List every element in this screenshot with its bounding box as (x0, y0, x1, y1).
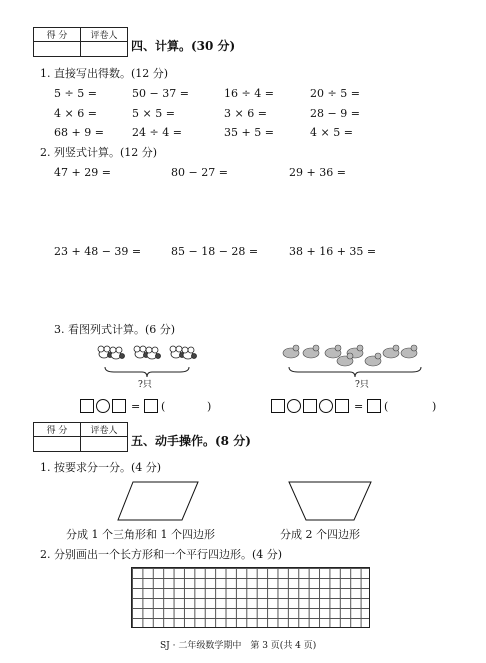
grader-cell[interactable] (81, 42, 128, 57)
q1-title: 1. 直接写出得数。(12 分) (40, 67, 169, 80)
answer-box[interactable] (144, 399, 158, 413)
q1-item: 5 × 5 = (132, 107, 175, 120)
answer-box[interactable] (271, 399, 285, 413)
unit-paren-close: ) (432, 400, 437, 413)
operator-circle[interactable] (96, 399, 110, 413)
q2-title: 2. 列竖式计算。(12 分) (40, 146, 158, 159)
q1-item: 24 ÷ 4 = (132, 126, 182, 139)
grader-header: 评卷人 (81, 423, 128, 437)
grader-header: 评卷人 (81, 28, 128, 42)
trapezoid-shape (288, 481, 372, 521)
q2-item: 85 − 18 − 28 = (171, 245, 259, 258)
bird-icon (283, 345, 299, 358)
q1-item: 3 × 6 = (224, 107, 267, 120)
birds-illustration (281, 341, 421, 367)
q5-2-title: 2. 分别画出一个长方形和一个平行四边形。(4 分) (40, 548, 283, 561)
right-brace-icon (288, 366, 422, 378)
equals-sign: = (354, 400, 364, 413)
right-question-label: ?只 (355, 380, 369, 390)
q2-item: 38 + 16 + 35 = (289, 245, 377, 258)
bird-icon (325, 345, 341, 358)
unit-paren-open: ( (161, 400, 166, 413)
q1-item: 4 × 5 = (310, 126, 353, 139)
equals-sign: = (131, 400, 141, 413)
score-cell[interactable] (34, 42, 81, 57)
page-footer: SJ · 二年级数学期中 第 3 页(共 4 页) (160, 641, 317, 651)
section5-title: 五、动手操作。(8 分) (131, 434, 251, 448)
left-caption: 分成 1 个三角形和 1 个四边形 (66, 528, 215, 541)
q1-item: 5 ÷ 5 = (54, 87, 97, 100)
q1-item: 35 + 5 = (224, 126, 274, 139)
bee-icon (182, 347, 197, 359)
operator-circle[interactable] (287, 399, 301, 413)
parallelogram-shape (117, 481, 199, 521)
answer-box[interactable] (367, 399, 381, 413)
q1-item: 68 + 9 = (54, 126, 104, 139)
bee-icon (146, 347, 161, 359)
section4-title: 四、计算。(30 分) (131, 39, 236, 53)
q1-item: 50 − 37 = (132, 87, 189, 100)
q5-1-title: 1. 按要求分一分。(4 分) (40, 461, 162, 474)
score-header: 得 分 (34, 28, 81, 42)
q3-title: 3. 看图列式计算。(6 分) (54, 323, 176, 336)
answer-box[interactable] (80, 399, 94, 413)
q2-item: 29 + 36 = (289, 166, 346, 179)
unit-paren-open: ( (384, 400, 389, 413)
q2-item: 23 + 48 − 39 = (54, 245, 142, 258)
score-cell[interactable] (34, 437, 81, 452)
right-caption: 分成 2 个四边形 (280, 528, 360, 541)
grader-cell[interactable] (81, 437, 128, 452)
score-header: 得 分 (34, 423, 81, 437)
answer-box[interactable] (335, 399, 349, 413)
q2-item: 47 + 29 = (54, 166, 111, 179)
q1-item: 16 ÷ 4 = (224, 87, 274, 100)
bees-illustration (96, 341, 200, 367)
q1-item: 28 − 9 = (310, 107, 360, 120)
left-brace-icon (104, 366, 190, 378)
answer-box[interactable] (112, 399, 126, 413)
bee-icon (110, 347, 125, 359)
score-table-section4 (33, 27, 128, 57)
bird-icon (365, 353, 381, 366)
bird-icon (303, 345, 319, 358)
drawing-grid[interactable] (131, 567, 370, 628)
q2-item: 80 − 27 = (171, 166, 228, 179)
left-question-label: ?只 (138, 380, 152, 390)
bird-icon (401, 345, 417, 358)
bird-icon (383, 345, 399, 358)
unit-paren-close: ) (207, 400, 212, 413)
operator-circle[interactable] (319, 399, 333, 413)
answer-box[interactable] (303, 399, 317, 413)
q1-item: 4 × 6 = (54, 107, 97, 120)
q1-item: 20 ÷ 5 = (310, 87, 360, 100)
score-table-section5 (33, 422, 128, 452)
